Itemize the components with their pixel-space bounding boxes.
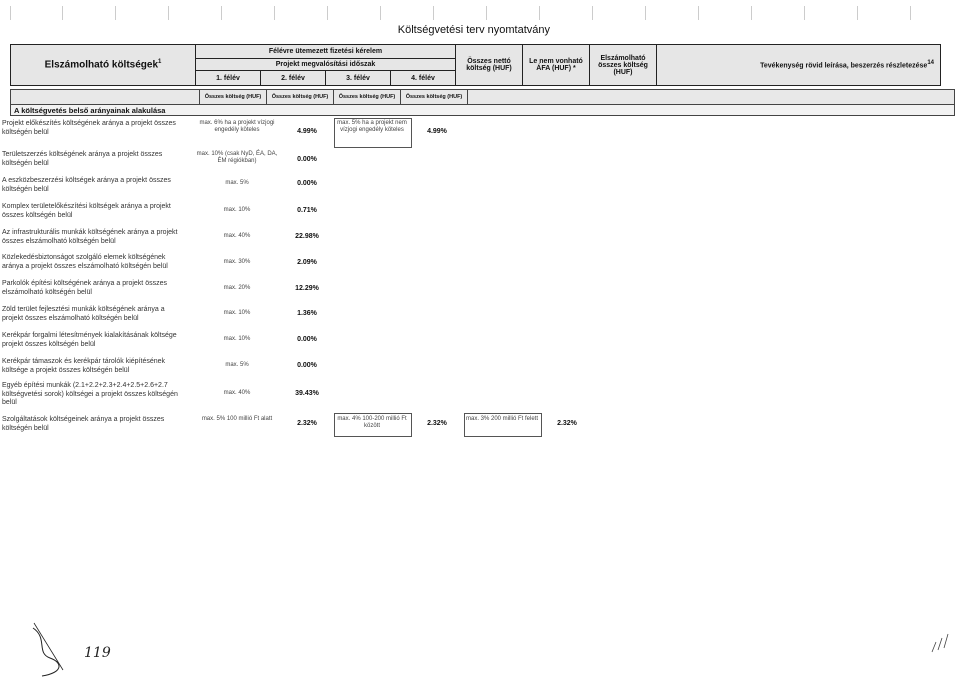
- row-value: 0.00%: [297, 362, 317, 369]
- row-label: Egyéb építési munkák (2.1+2.2+2.3+2.4+2.5+2.6+2.7 költségvetési sorok) költségei a projekt összes költségén belül: [2, 382, 178, 406]
- row-label: Területszerzés költségének aránya a projekt összes költségén belül: [2, 151, 163, 167]
- sub-total-4: Összes költség (HUF): [401, 90, 468, 105]
- row-condition: max. 10%: [223, 336, 251, 342]
- corner-scribble: [928, 624, 952, 660]
- row-label: Projekt előkészítés költségének aránya a projekt összes költségén belül: [2, 120, 176, 136]
- row-value: 0.71%: [297, 207, 317, 214]
- sub-total-3: Összes költség (HUF): [334, 90, 401, 105]
- row-condition: max. 5%: [225, 180, 249, 186]
- row-condition: max. 6% ha a projekt vízjogi engedély köteles: [199, 120, 275, 133]
- row-value: 1.36%: [297, 310, 317, 317]
- section-title: A költségvetés belső arányainak alakulása: [10, 104, 955, 116]
- semester-3: 3. félév: [326, 71, 391, 86]
- row-value-2: 4.99%: [427, 128, 447, 135]
- subheader-row: [10, 89, 955, 105]
- header-table: [10, 44, 941, 86]
- row-label: Kerékpár forgalmi létesítmények kialakításának költsége projekt összes költségén belül: [2, 332, 177, 348]
- top-gridlines: [10, 6, 955, 20]
- row-value: 0.00%: [297, 336, 317, 343]
- eligible-costs-header: Elszámolható költségek$^1$: [11, 45, 196, 86]
- signature-scribble: [28, 618, 68, 678]
- row-value-3: 2.32%: [557, 420, 577, 427]
- row-value: 39.43%: [295, 390, 319, 397]
- row-value: 12.29%: [295, 285, 319, 292]
- total-eligible-header: Elszámolható összes költség (HUF): [590, 45, 657, 86]
- page-title: Költségvetési terv nyomtatvány: [397, 24, 550, 36]
- row-label: Szolgáltatások költségeinek aránya a projekt összes költségén belül: [2, 416, 165, 432]
- vat-header: Le nem vonható ÁFA (HUF) *: [523, 45, 590, 86]
- row-value: 2.09%: [297, 259, 317, 266]
- row-label: Az infrastrukturális munkák költségének aránya a projekt összes elszámolható költségén belül: [2, 229, 178, 245]
- semi-annual-request-header: Félévre ütemezett fizetési kérelem: [196, 45, 456, 59]
- handwritten-number: [78, 642, 128, 662]
- row-value-2: 2.32%: [427, 420, 447, 427]
- sub-total-2: Összes költség (HUF): [267, 90, 334, 105]
- total-net-header: Összes nettó költség (HUF): [456, 45, 523, 86]
- row-value: 2.32%: [297, 420, 317, 427]
- row-condition: max. 5% 100 millió Ft alatt: [201, 416, 273, 422]
- row-condition: max. 10% (csak NyD, ÉA, DA, ÉM régiókban): [196, 151, 278, 164]
- row-label: Kerékpár támaszok és kerékpár tárolók kiépítésének költsége a projekt összes költségén belül: [2, 358, 166, 374]
- row-label: Zöld terület fejlesztési munkák költségének aránya a projekt összes elszámolható költségén belül: [2, 306, 165, 322]
- row-condition: max. 5%: [225, 362, 249, 368]
- semester-1: 1. félév: [196, 71, 261, 86]
- row-label: Közlekedésbiztonságot szolgáló elemek költségének aránya a projekt összes elszámolható költségén belül: [2, 254, 168, 270]
- row-condition: max. 40%: [223, 390, 251, 396]
- semester-2: 2. félév: [261, 71, 326, 86]
- semester-4: 4. félév: [391, 71, 456, 86]
- row-label: Komplex területelőkészítési költségek aránya a projekt összes költségén belül: [2, 203, 171, 219]
- sub-total-1: Összes költség (HUF): [200, 90, 267, 105]
- row-label: Parkolók építési költségének aránya a projekt összes elszámolható költségén belül: [2, 280, 167, 296]
- row-value: 0.00%: [297, 156, 317, 163]
- row-value: 0.00%: [297, 180, 317, 187]
- row-condition: max. 10%: [223, 310, 251, 316]
- row-value: 22.98%: [295, 233, 319, 240]
- row-label: A eszközbeszerzési költségek aránya a projekt összes költségén belül: [2, 177, 171, 193]
- row-condition: max. 20%: [223, 285, 251, 291]
- row-condition-2: max. 5% ha a projekt nem vízjogi engedély köteles: [337, 120, 407, 133]
- activity-desc-header: Tevékenység rövid leírása, beszerzés részletezése$^{14}$: [657, 45, 941, 86]
- row-value: 4.99%: [297, 128, 317, 135]
- row-condition-3: max. 3% 200 millió Ft felett: [465, 416, 539, 422]
- svg-text:119: 119: [84, 645, 111, 661]
- row-condition-2: max. 4% 100-200 millió Ft között: [337, 416, 407, 429]
- row-condition: max. 40%: [223, 233, 251, 239]
- row-condition: max. 30%: [223, 259, 251, 265]
- row-condition: max. 10%: [223, 207, 251, 213]
- project-period-header: Projekt megvalósítási időszak: [196, 58, 456, 71]
